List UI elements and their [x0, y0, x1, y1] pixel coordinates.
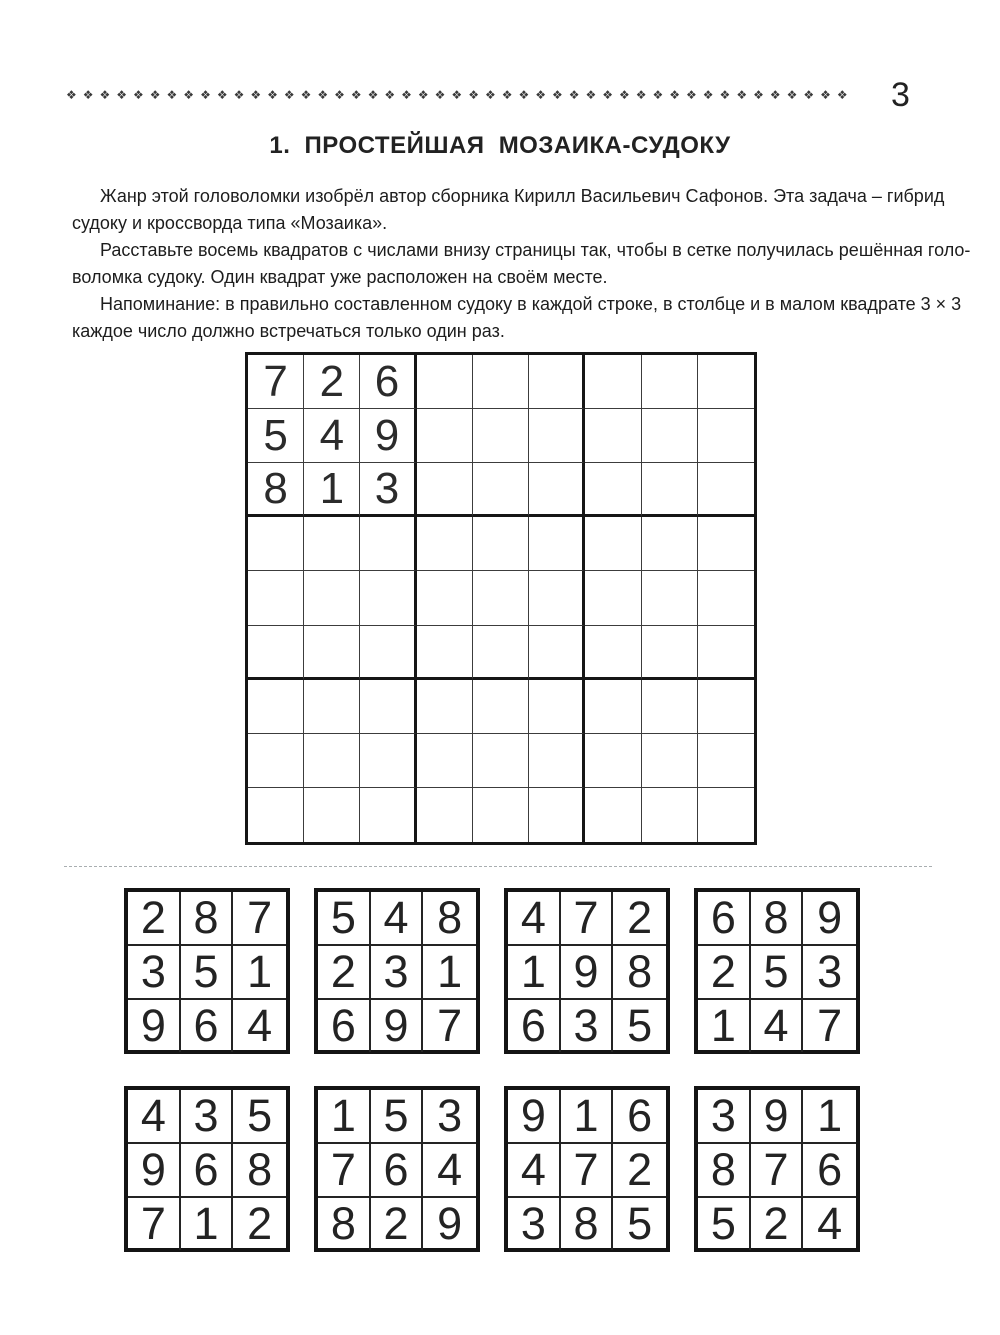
- sudoku-cell: [585, 626, 641, 680]
- tile-cell: 9: [437, 1198, 463, 1249]
- sudoku-cell: [473, 463, 529, 517]
- sudoku-cell: [585, 463, 641, 517]
- text-line: Напоминание: в правильно составленном судоку в каждой строке, в столбце и в малом квадрате 3 × 3: [100, 294, 962, 314]
- sudoku-cell: [698, 463, 754, 517]
- number-tile: [694, 1086, 860, 1252]
- tile-cell: 4: [371, 892, 424, 946]
- tile-cell: 4: [751, 1000, 804, 1052]
- tile-cell: 5: [318, 892, 371, 946]
- tile-cell: 7: [561, 892, 614, 946]
- tile-cell: 3: [371, 946, 424, 1000]
- tile-cell: 8: [318, 1198, 371, 1250]
- sudoku-cell: [417, 788, 473, 842]
- sudoku-cell: [304, 626, 360, 680]
- sudoku-cell: [360, 626, 416, 680]
- sudoku-cell: [248, 734, 304, 788]
- tile-cell: 6: [181, 1144, 234, 1198]
- sudoku-cell: [698, 517, 754, 571]
- sudoku-cell: [642, 517, 698, 571]
- sudoku-cell: [529, 355, 585, 409]
- sudoku-cell: [417, 626, 473, 680]
- text-line: каждое число должно встречаться только один раз.: [72, 321, 505, 341]
- sudoku-cell: 7: [248, 355, 304, 409]
- sudoku-cell: [360, 517, 416, 571]
- text-line: воломка судоку. Один квадрат уже расположен на своём месте.: [72, 267, 608, 287]
- sudoku-cell: [529, 409, 585, 463]
- sudoku-cell: [417, 680, 473, 734]
- sudoku-cell: [698, 571, 754, 625]
- sudoku-cell: [417, 463, 473, 517]
- sudoku-cell: [642, 463, 698, 517]
- sudoku-cell: [473, 355, 529, 409]
- page-number: 3: [891, 76, 910, 114]
- sudoku-cell: [698, 680, 754, 734]
- sudoku-cell: [529, 463, 585, 517]
- number-tile: [504, 888, 670, 1054]
- tile-cell: 9: [128, 1000, 181, 1052]
- sudoku-cell: [417, 409, 473, 463]
- text-line: судоку и кроссворда типа «Мозаика».: [72, 213, 388, 233]
- sudoku-cell: [698, 788, 754, 842]
- sudoku-cell: [585, 409, 641, 463]
- section-divider: [64, 866, 932, 867]
- sudoku-grid: [245, 352, 757, 845]
- sudoku-cell: [360, 788, 416, 842]
- sudoku-cell: [642, 680, 698, 734]
- tile-cell: 2: [247, 1198, 273, 1249]
- sudoku-cell: [304, 680, 360, 734]
- sudoku-cell: [585, 734, 641, 788]
- sudoku-cell: [417, 734, 473, 788]
- sudoku-cell: [473, 517, 529, 571]
- tile-cell: 1: [803, 1090, 856, 1144]
- tile-cell: 6: [318, 1000, 371, 1052]
- tile-cell: 2: [613, 892, 666, 946]
- tile-cell: 2: [698, 946, 751, 1000]
- sudoku-cell: [473, 734, 529, 788]
- sudoku-cell: [642, 409, 698, 463]
- sudoku-cell: 5: [248, 409, 304, 463]
- number-tile: [504, 1086, 670, 1252]
- sudoku-cell: [698, 355, 754, 409]
- tile-cell: 9: [371, 1000, 424, 1052]
- tile-cell: 5: [698, 1198, 751, 1250]
- tile-cell: 8: [613, 946, 666, 1000]
- sudoku-cell: [698, 626, 754, 680]
- tile-cell: 4: [508, 1144, 561, 1198]
- sudoku-cell: [304, 517, 360, 571]
- tile-cell: 4: [508, 892, 561, 946]
- tile-cell: 9: [803, 892, 856, 946]
- sudoku-cell: [417, 355, 473, 409]
- sudoku-cell: [529, 571, 585, 625]
- tile-cell: 9: [751, 1090, 804, 1144]
- tile-cell: 9: [508, 1090, 561, 1144]
- sudoku-cell: [642, 626, 698, 680]
- sudoku-cell: [529, 734, 585, 788]
- tile-cell: 8: [561, 1198, 614, 1250]
- sudoku-cell: [698, 409, 754, 463]
- tile-cell: 1: [698, 1000, 751, 1052]
- sudoku-cell: [248, 680, 304, 734]
- intro-text: [72, 183, 971, 345]
- sudoku-cell: [529, 517, 585, 571]
- sudoku-cell: [417, 517, 473, 571]
- tile-cell: 1: [423, 946, 476, 1000]
- tile-cell: 2: [318, 946, 371, 1000]
- tile-cell: 1: [233, 946, 286, 1000]
- tile-cell: 8: [751, 892, 804, 946]
- ornament-divider-icon: ❖❖❖❖❖❖❖❖❖❖❖❖❖❖❖❖❖❖❖❖❖❖❖❖❖❖❖❖❖❖❖❖❖❖❖❖❖❖❖❖❖❖❖❖❖❖❖: [66, 88, 854, 102]
- text-line: Жанр этой головоломки изобрёл автор сборника Кирилл Васильевич Сафонов. Эта задача – гибрид: [100, 186, 945, 206]
- tile-cell: 1: [508, 946, 561, 1000]
- tile-cell: 6: [803, 1144, 856, 1198]
- tile-cell: 3: [508, 1198, 561, 1250]
- tile-cell: 8: [698, 1144, 751, 1198]
- sudoku-cell: 4: [304, 409, 360, 463]
- sudoku-cell: [360, 680, 416, 734]
- tile-cell: 7: [233, 892, 286, 946]
- tile-cell: 6: [371, 1144, 424, 1198]
- number-tile: [314, 1086, 480, 1252]
- tile-cell: 7: [751, 1144, 804, 1198]
- sudoku-cell: [473, 680, 529, 734]
- tile-cell: 3: [698, 1090, 751, 1144]
- sudoku-cell: [360, 734, 416, 788]
- sudoku-cell: [417, 571, 473, 625]
- tile-cell: 8: [423, 892, 476, 946]
- tile-cell: 4: [247, 1000, 273, 1051]
- tile-cell: 5: [371, 1090, 424, 1144]
- tile-cell: 1: [181, 1198, 234, 1250]
- sudoku-cell: [304, 788, 360, 842]
- sudoku-cell: 8: [248, 463, 304, 517]
- sudoku-cell: 3: [360, 463, 416, 517]
- sudoku-cell: 2: [304, 355, 360, 409]
- number-tile: [314, 888, 480, 1054]
- sudoku-cell: [642, 788, 698, 842]
- page-title: 1. ПРОСТЕЙШАЯ МОЗАИКА-СУДОКУ: [269, 132, 731, 159]
- tile-cell: 5: [233, 1090, 286, 1144]
- tile-cell: 3: [181, 1090, 234, 1144]
- sudoku-cell: [585, 355, 641, 409]
- tile-cell: 7: [128, 1198, 181, 1250]
- sudoku-cell: [473, 626, 529, 680]
- tile-cell: 8: [181, 892, 234, 946]
- number-tiles: [124, 888, 861, 1252]
- tile-cell: 1: [561, 1090, 614, 1144]
- tile-cell: 5: [627, 1000, 653, 1051]
- sudoku-cell: [248, 788, 304, 842]
- sudoku-cell: [698, 734, 754, 788]
- sudoku-cell: [248, 517, 304, 571]
- sudoku-cell: 1: [304, 463, 360, 517]
- sudoku-cell: [360, 571, 416, 625]
- sudoku-cell: [473, 571, 529, 625]
- tile-cell: 3: [561, 1000, 614, 1052]
- tile-cell: 4: [128, 1090, 181, 1144]
- tile-cell: 5: [627, 1198, 653, 1249]
- sudoku-cell: [585, 788, 641, 842]
- sudoku-cell: 9: [360, 409, 416, 463]
- sudoku-cell: [585, 571, 641, 625]
- tile-cell: 2: [613, 1144, 666, 1198]
- sudoku-cell: [642, 355, 698, 409]
- tile-cell: 3: [803, 946, 856, 1000]
- sudoku-cell: [529, 680, 585, 734]
- tile-cell: 2: [371, 1198, 424, 1250]
- tile-cell: 5: [181, 946, 234, 1000]
- tile-cell: 6: [181, 1000, 234, 1052]
- sudoku-cell: [529, 788, 585, 842]
- sudoku-cell: [248, 626, 304, 680]
- tile-cell: 9: [128, 1144, 181, 1198]
- tile-cell: 6: [508, 1000, 561, 1052]
- tile-cell: 4: [817, 1198, 843, 1249]
- tile-cell: 6: [698, 892, 751, 946]
- sudoku-cell: 6: [360, 355, 416, 409]
- number-tile: [124, 888, 290, 1054]
- sudoku-cell: [304, 571, 360, 625]
- number-tile: [124, 1086, 290, 1252]
- tile-cell: 7: [817, 1000, 843, 1051]
- sudoku-cell: [473, 409, 529, 463]
- tile-cell: 7: [437, 1000, 463, 1051]
- tile-cell: 6: [613, 1090, 666, 1144]
- sudoku-cell: [304, 734, 360, 788]
- tile-cell: 7: [561, 1144, 614, 1198]
- tile-cell: 1: [318, 1090, 371, 1144]
- sudoku-cell: [642, 734, 698, 788]
- sudoku-cell: [585, 517, 641, 571]
- tile-cell: 3: [128, 946, 181, 1000]
- tile-cell: 2: [751, 1198, 804, 1250]
- tile-cell: 2: [128, 892, 181, 946]
- text-line: Расставьте восемь квадратов с числами внизу страницы так, чтобы в сетке получилась решённая голо-: [100, 240, 971, 260]
- tile-cell: 4: [423, 1144, 476, 1198]
- sudoku-cell: [585, 680, 641, 734]
- sudoku-cell: [529, 626, 585, 680]
- tile-cell: 7: [318, 1144, 371, 1198]
- tile-cell: 5: [751, 946, 804, 1000]
- tile-cell: 3: [423, 1090, 476, 1144]
- sudoku-cell: [473, 788, 529, 842]
- number-tile: [694, 888, 860, 1054]
- sudoku-cell: [642, 571, 698, 625]
- tile-cell: 9: [561, 946, 614, 1000]
- tile-cell: 8: [233, 1144, 286, 1198]
- sudoku-cell: [248, 571, 304, 625]
